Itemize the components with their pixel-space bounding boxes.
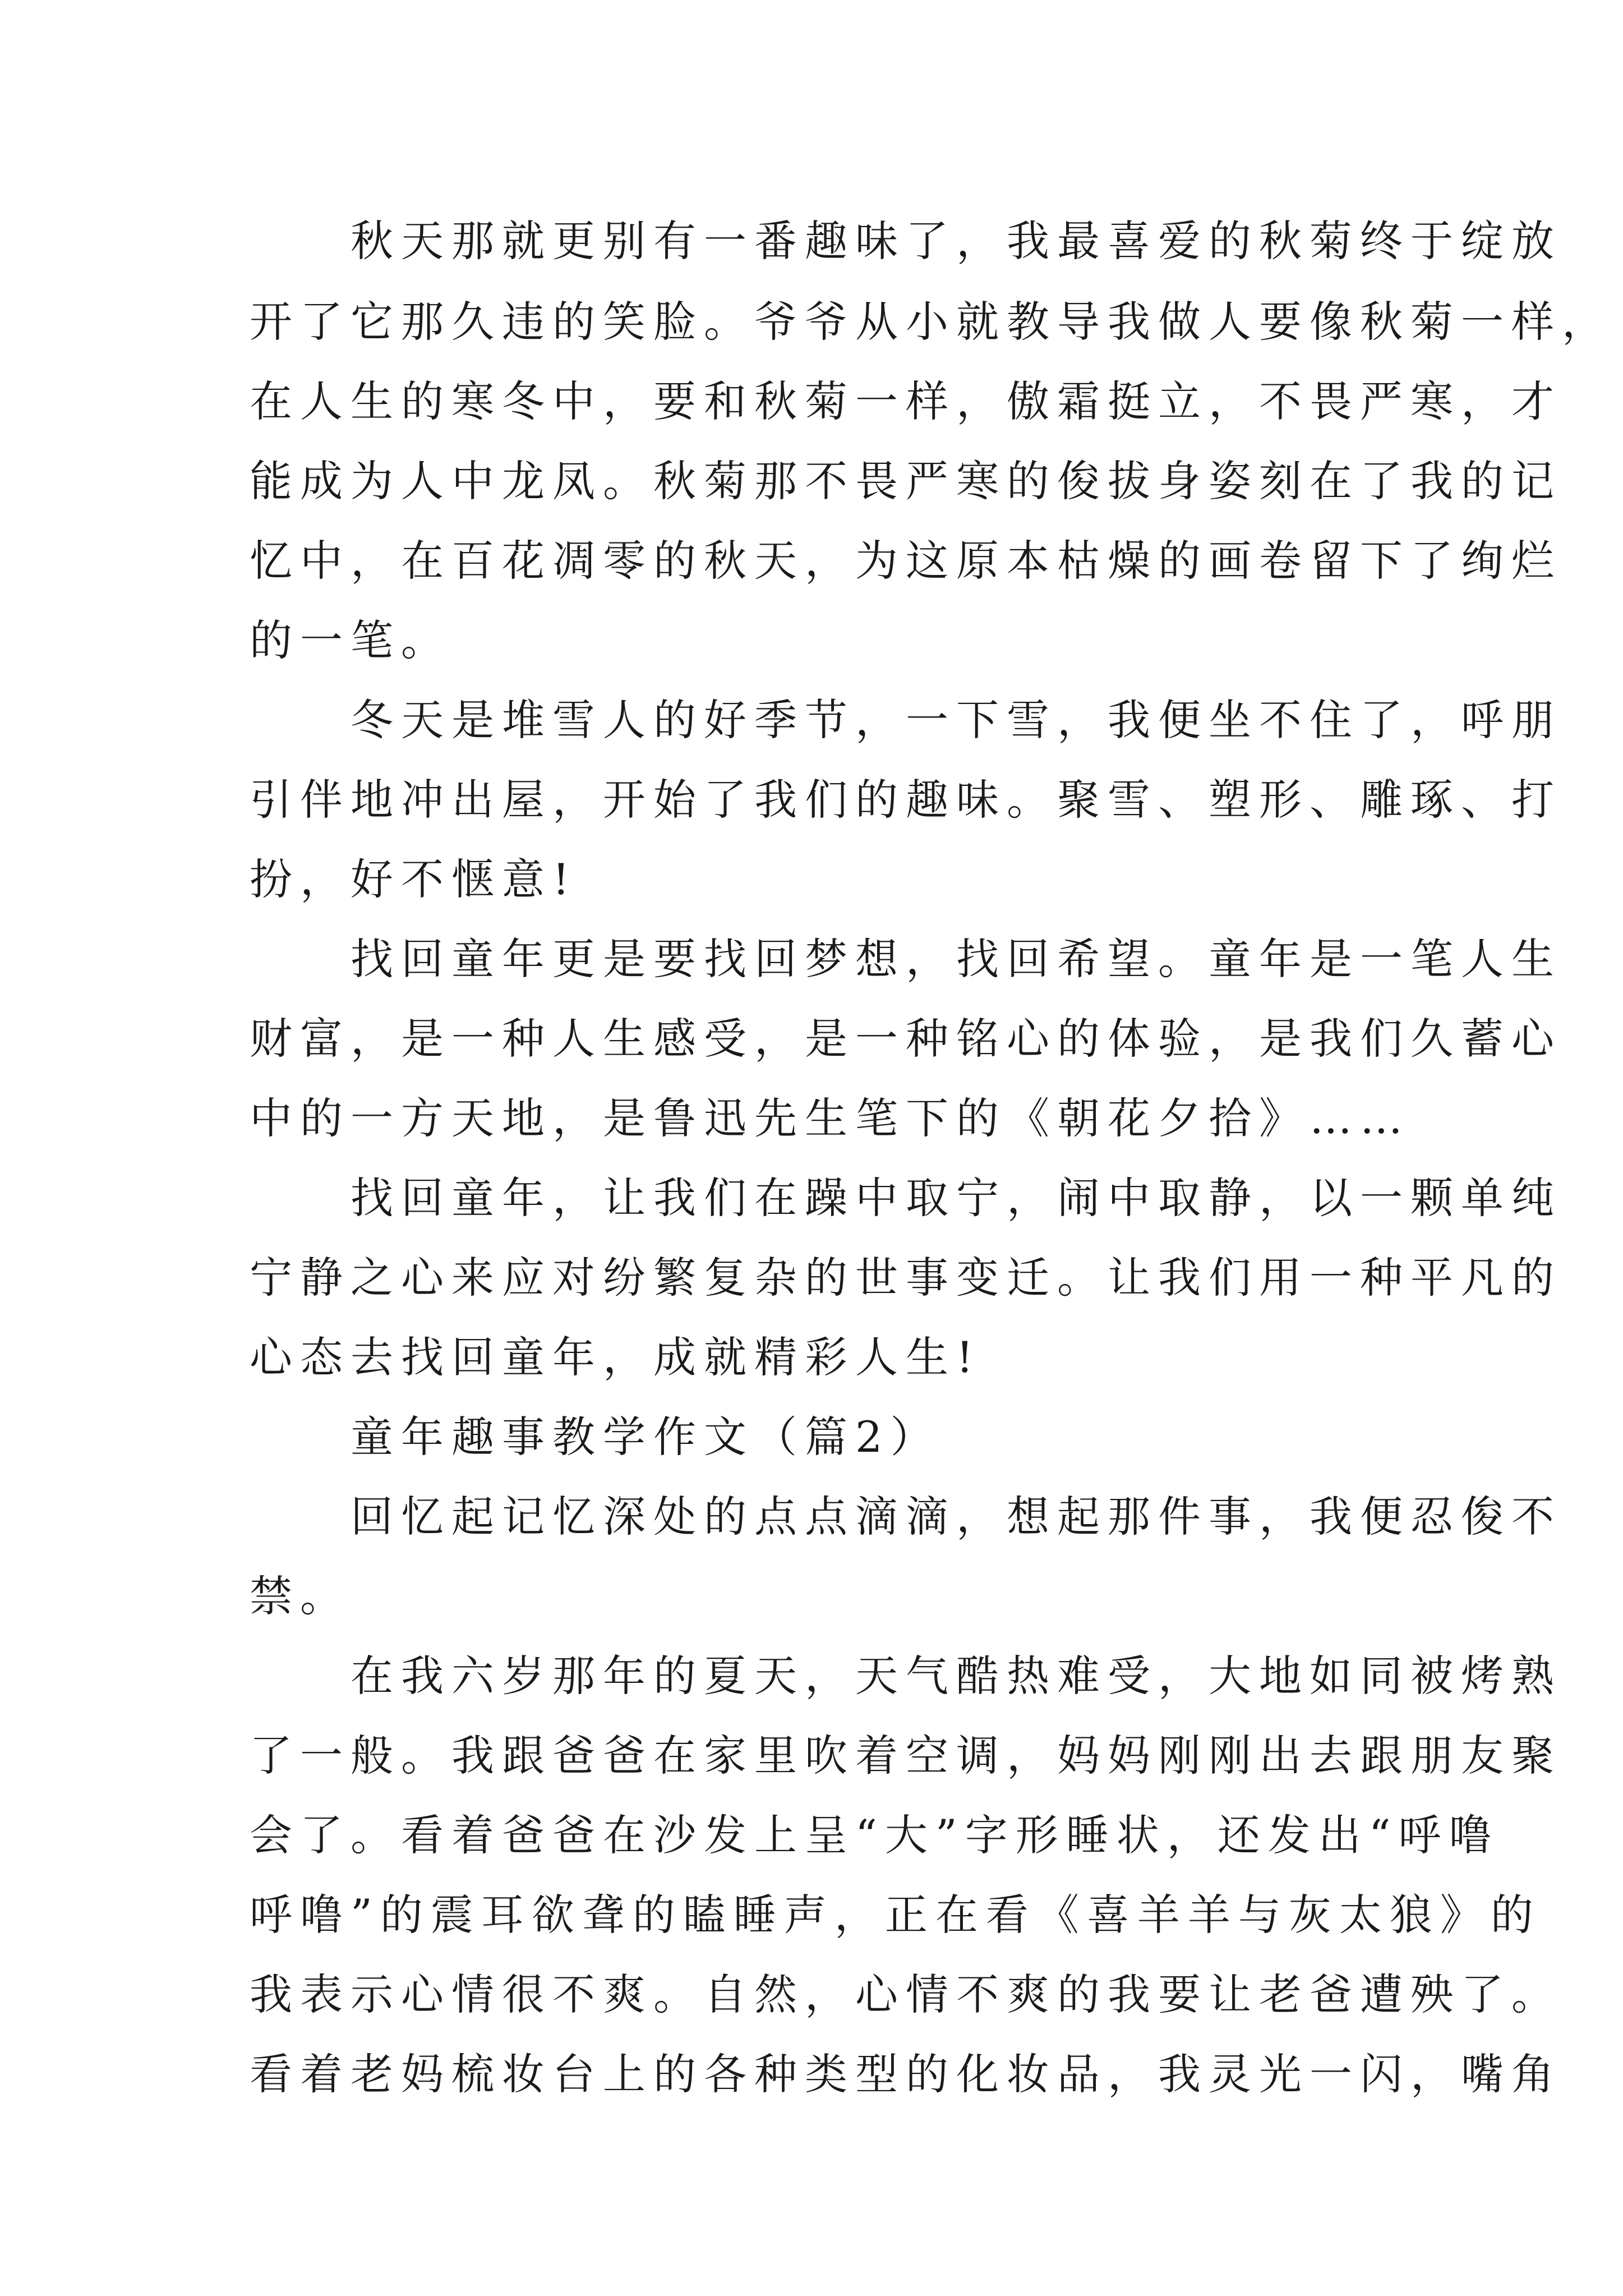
text-line: 引伴地冲出屋，开始了我们的趣味。聚雪、塑形、雕琢、打 [250, 775, 1562, 825]
text-line: 中的一方天地，是鲁迅先生笔下的《朝花夕拾》…… [250, 1093, 1410, 1143]
text-line: 财富，是一种人生感受，是一种铭心的体验，是我们久蓄心 [250, 1014, 1562, 1064]
section-heading: 童年趣事教学作文（篇2） [250, 1412, 941, 1462]
text-line: 的一笔。 [250, 615, 451, 665]
text-line: 回忆起记忆深处的点点滴滴，想起那件事，我便忍俊不 [250, 1492, 1562, 1542]
text-line: 冬天是堆雪人的好季节，一下雪，我便坐不住了，呼朋 [250, 695, 1562, 745]
text-line: 禁。 [250, 1571, 351, 1621]
text-line: 秋天那就更别有一番趣味了，我最喜爱的秋菊终于绽放 [250, 216, 1562, 266]
text-line: 开了它那久违的笑脸。爷爷从小就教导我做人要像秋菊一样， [250, 297, 1612, 347]
text-line: 找回童年更是要找回梦想，找回希望。童年是一笔人生 [250, 934, 1562, 984]
text-line: 呼噜”的震耳欲聋的瞌睡声，正在看《喜羊羊与灰太狼》的 [250, 1890, 1541, 1940]
text-line: 了一般。我跟爸爸在家里吹着空调，妈妈刚刚出去跟朋友聚 [250, 1731, 1562, 1780]
text-line: 忆中，在百花凋零的秋天，为这原本枯燥的画卷留下了绚烂 [250, 536, 1562, 586]
text-line: 扮，好不惬意! [250, 854, 578, 904]
text-line: 能成为人中龙凤。秋菊那不畏严寒的俊拔身姿刻在了我的记 [250, 456, 1562, 506]
text-line: 宁静之心来应对纷繁复杂的世事变迁。让我们用一种平凡的 [250, 1253, 1562, 1303]
text-line: 找回童年，让我们在躁中取宁，闹中取静，以一颗单纯 [250, 1173, 1562, 1223]
text-line: 我表示心情很不爽。自然，心情不爽的我要让老爸遭殃了。 [250, 1970, 1562, 2019]
text-line: 在人生的寒冬中，要和秋菊一样，傲霜挺立，不畏严寒，才 [250, 376, 1562, 426]
text-line: 在我六岁那年的夏天，天气酷热难受，大地如同被烤熟 [250, 1651, 1562, 1701]
text-line: 会了。看着爸爸在沙发上呈“大”字形睡状，还发出“呼噜 [250, 1810, 1500, 1860]
text-line: 心态去找回童年，成就精彩人生! [250, 1332, 981, 1382]
text-line: 看着老妈梳妆台上的各种类型的化妆品，我灵光一闪，嘴角 [250, 2049, 1562, 2099]
